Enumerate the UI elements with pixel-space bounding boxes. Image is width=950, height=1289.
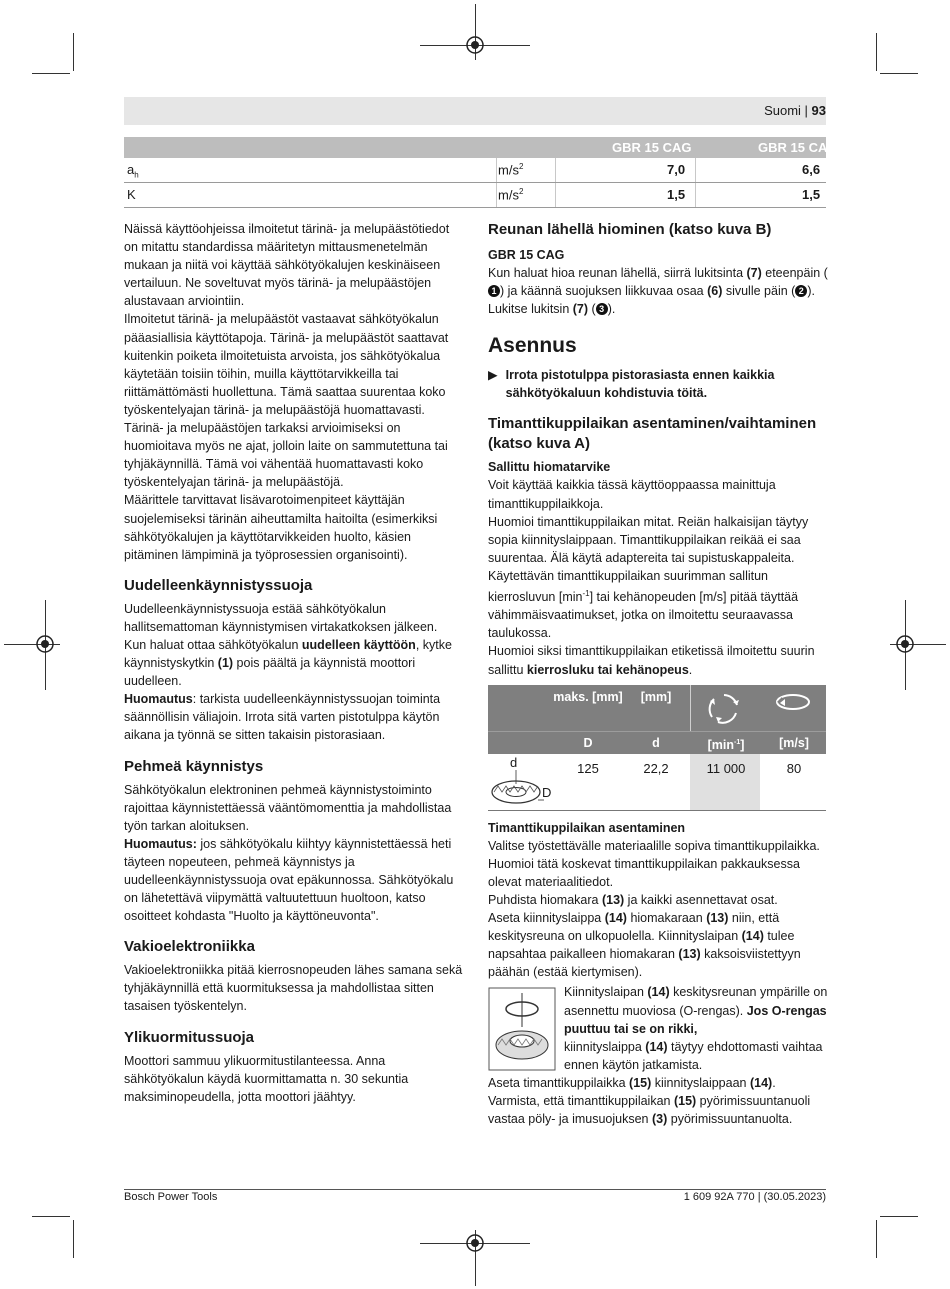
paragraph: Puhdista hiomakara (13) ja kaikki asennettavat osat. <box>488 892 778 907</box>
spec-value: 1,5 <box>667 187 686 202</box>
paragraph: Voit käyttää kaikkia tässä käyttöoppaassa mainittuja timanttikuppilaikkoja. <box>488 478 776 511</box>
section-heading: Uudelleenkäynnistyssuoja <box>124 576 313 594</box>
paragraph: Kun haluat hioa reunan lähellä, siirrä lukitsinta (7) eteenpäin (1 ) ja käännä suojuksen liikkuvaa osaa (6) sivulle päin ( 2 ). Lukitse lukitsin (7) ( 3 ). <box>488 266 828 317</box>
spec-row <box>124 158 826 183</box>
crop-mark <box>880 1216 918 1217</box>
disc-col-header: d <box>652 735 660 750</box>
paragraph: Vakioelektroniikka pitää kierrosnopeuden lähes samana sekä tyhjäkäynnillä että kuormituksessa ja mahdollistaa sitten tasaisen työskentelyn. <box>124 963 463 1014</box>
footer-doc-id: 1 609 92A 770 | (30.05.2023) <box>683 1191 826 1203</box>
spec-value: 6,6 <box>802 162 821 177</box>
registration-mark-icon <box>34 633 56 655</box>
spec-col-header: GBR 15 CAG <box>612 140 692 155</box>
section-heading: Vakioelektroniikka <box>124 938 255 956</box>
spec-row <box>124 183 826 208</box>
spec-row-unit: $m/s^2$ <box>498 162 524 178</box>
paragraph: Moottori sammuu ylikuormitustilanteessa. Anna sähkötyökalun käydä kuormittamatta n. 30 sekuntia maksiminopeudella, jotta moottori jäähtyy. <box>124 1053 409 1104</box>
disc-value: 22,2 <box>643 760 669 776</box>
dimension-label-d: d <box>510 754 518 770</box>
rotation-speed-icon <box>704 689 744 729</box>
header-language: Suomi <box>764 103 801 118</box>
subheading: Sallittu hiomatarvike <box>488 460 611 475</box>
page-header-band <box>124 97 826 125</box>
spec-table-header <box>124 137 826 158</box>
paragraph: Tärinä- ja melupäästöjen tarkaksi arvioimiseksi on huomioitava myös ne ajat, jolloin laite on sammutettuna tai tyhjäkäynnillä. Tämä voi vähentää huomattavasti koko työskentelyajan tärinä- ja melupäästöjä. <box>124 421 448 490</box>
disc-col-header: D <box>583 735 593 750</box>
crop-mark <box>32 1216 70 1217</box>
disc-value: 11 000 <box>706 760 746 776</box>
crop-mark <box>73 33 74 71</box>
crop-mark <box>880 73 918 74</box>
paragraph: Valitse työstettävälle materiaalille sopiva timanttikuppilaikka. Huomioi tätä koskevat timanttikuppilaikan pakkauksessa olevat materiaalitiedot. <box>488 838 820 889</box>
disc-value: 80 <box>786 760 802 776</box>
paragraph: Kun haluat ottaa sähkötyökalun uudelleen käyttöön, kytke käynnistyskytkin (1) pois päältä ja käynnistä moottori uudelleen. <box>124 637 452 689</box>
spec-value: 1,5 <box>802 187 821 202</box>
left-column <box>124 220 464 1106</box>
o-ring-flange-icon <box>488 987 556 1071</box>
disc-value: 125 <box>577 760 599 776</box>
crop-mark <box>32 73 70 74</box>
paragraph: Uudelleenkäynnistyssuoja estää sähkötyökalun hallitsemattoman käynnistymisen virtakatkoksen jälkeen. <box>124 601 438 634</box>
spec-row-unit: $m/s^2$ <box>498 187 524 203</box>
disc-col-header: maks. [mm] <box>553 689 623 704</box>
flange-note <box>488 983 828 1073</box>
paragraph: Käytettävän timanttikuppilaikan suurimman sallitun kierrosluvun $[\min^{-1}]$ tai kehänopeuden [m/s] pitää täyttää vähimmäisvaatimukset, jotka on ilmoitettu seuraavassa taulukossa. <box>488 568 799 641</box>
spec-row-label: $a_h$ <box>127 162 139 180</box>
dimension-label-D: D <box>542 784 552 800</box>
paragraph: Huomioi siksi timanttikuppilaikan etiketissä ilmoitettu suurin sallittu kierrosluku tai kehänopeus. <box>488 644 815 677</box>
warning: ▶ Irrota pistotulppa pistorasiasta ennen kaikkia sähkötyökaluun kohdistuvia töitä. <box>488 366 828 402</box>
section-heading: Ylikuormitussuoja <box>124 1028 255 1046</box>
footer-rule <box>124 1189 826 1190</box>
subheading: GBR 15 CAG <box>488 248 565 262</box>
footer-brand: Bosch Power Tools <box>124 1191 218 1203</box>
note: Huomautus: tarkista uudelleenkäynnistyssuojan toiminta säännöllisin väliajoin. Irrota sitä varten pistotulppa käytön aikana ja työnnä se sitten takaisin pistorasiaan. <box>124 692 441 743</box>
paragraph: Kiinnityslaipan (14) keskitysreunan ympärille on asennettu muoviosa (O-rengas). Jos O-rengas puuttuu tai se on rikki, kiinnityslaippa (14) täytyy ehdottomasti vaihtaa ennen käytön jatkamista. <box>564 985 828 1072</box>
arrow-icon: ▶ <box>488 368 498 383</box>
paragraph: Aseta kiinnityslaippa (14) hiomakaraan (13) niin, että keskitysreuna on ulkopuolella. Kiinnityslaipan (14) tulee napsahtaa paikalleen hiomakaran (13) kaksoisviistettyyn päähän (estää kiertymisen). <box>488 911 801 980</box>
page-header: Suomi | 93 <box>764 103 826 118</box>
registration-mark-icon <box>464 1232 486 1254</box>
paragraph: Ilmoitetut tärinä- ja melupäästöt vastaavat sähkötyökalun pääasiallisia käyttötapoja. Tärinä- ja melupäästöt saattavat kuitenkin poiketa ilmoitetuista arvoista, jos sähkötyökalua käytetään toisiin töihin, muilla käyttötarvikkeilla tai riittämättömästi huollettuna. Tämä saattaa suurentaa koko työskentelyajan tärinä- ja melupäästöjä huomattavasti. <box>124 312 449 417</box>
spec-value: 7,0 <box>667 162 686 177</box>
crop-mark <box>876 33 877 71</box>
paragraph: Määrittele tarvittavat lisävarotoimenpiteet käyttäjän suojelemiseksi tärinän aiheuttamilta haitoilta (esimerkiksi sähkötyökalujen ja käyttötarvikkeiden huolto, käsien pitäminen lämpiminä ja työprosessien organisointi). <box>124 493 438 562</box>
registration-mark-icon <box>894 633 916 655</box>
disc-col-header: [mm] <box>640 689 672 704</box>
section-heading: Pehmeä käynnistys <box>124 757 264 775</box>
peripheral-speed-icon <box>773 691 813 713</box>
paragraph: Näissä käyttöohjeissa ilmoitetut tärinä- ja melupäästötiedot on mitattu standardissa määritetyn mittausmenetelmän mukaan ja niitä voi käyttää sähkötyökalujen keskinäiseen vertailuun. Ne soveltuvat myös tärinä- ja melupäästöjen alustavaan arviointiin. <box>124 222 450 309</box>
paragraph: Huomioi timanttikuppilaikan mitat. Reiän halkaisijan täytyy sopia kiinnityslaippaan. Timanttikuppilaikan reikää ei saa suurentaa. Älä käytä adaptereita tai supistuskappaleita. <box>488 514 809 565</box>
page-number: 93 <box>811 103 826 118</box>
paragraph: Aseta timanttikuppilaikka (15) kiinnityslaippaan (14). Varmista, että timanttikuppilaikan (15) pyörimissuuntanuoli vastaa pöly- ja imusuojuksen (3) pyörimissuuntanuolta. <box>488 1075 811 1127</box>
disc-col-header: [m/s] <box>779 735 809 750</box>
subheading: Timanttikuppilaikan asentaminen <box>488 820 686 835</box>
section-heading: Reunan lähellä hiominen (katso kuva B) <box>488 221 772 238</box>
chapter-heading: Asennus <box>488 334 577 358</box>
crop-mark <box>876 1220 877 1258</box>
disc-col-header: $[\min^{-1}]$ <box>707 737 745 752</box>
disc-spec-table <box>488 685 826 811</box>
spec-row-label: K <box>127 187 136 202</box>
registration-mark-icon <box>464 34 486 56</box>
paragraph: Sähkötyökalun elektroninen pehmeä käynnistystoiminto rajoittaa käynnistettäessä vääntömomenttia ja mahdollistaa työn tarkan aloituksen. <box>124 782 452 833</box>
spec-col-header: GBR 15 CA <box>758 140 828 155</box>
crop-mark <box>73 1220 74 1258</box>
section-heading: Timanttikuppilaikan asentaminen/vaihtaminen (katso kuva A) <box>488 415 817 453</box>
note: Huomautus: jos sähkötyökalu kiihtyy käynnistettäessä heti täyteen nopeuteen, pehmeä käynnistys ja uudelleenkäynnistyssuoja ovat epäkunnossa. Sähkötyökalu on lähetettävä viipymättä valtuutettuun huoltoon, katso osoitteet kohdasta "Huolto ja käyttöneuvonta". <box>124 836 454 924</box>
right-column <box>488 220 828 1128</box>
